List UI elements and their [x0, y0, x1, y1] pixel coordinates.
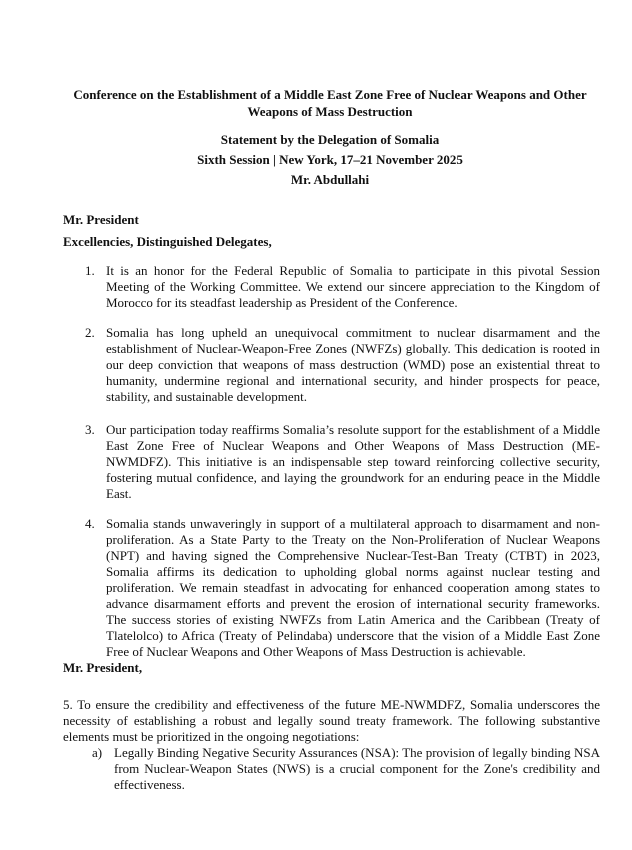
paragraph-number: 4.: [85, 516, 95, 531]
subitem-label: a): [92, 745, 103, 760]
statement-header: [60, 130, 600, 190]
numbered-paragraph: [85, 325, 600, 405]
salutation-president-2: Mr. President,: [63, 660, 143, 675]
document-title: Conference on the Establishment of a Middle East Zone Free of Nuclear Weapons and Other Weapons of Mass Destruction: [73, 87, 587, 119]
subitem-text: Legally Binding Negative Security Assurances (NSA): The provision of legally binding NSA from Nuclear-Weapon States (NWS) is a crucial component for the Zone's credibility and effectiveness.: [114, 745, 600, 792]
numbered-paragraph: [85, 422, 600, 502]
numbered-paragraph: [85, 516, 600, 660]
salutation-delegates: Excellencies, Distinguished Delegates,: [63, 234, 272, 249]
salutation-president: Mr. President: [63, 212, 139, 227]
paragraph-number: 3.: [85, 422, 95, 437]
speaker-name: Mr. Abdullahi: [290, 172, 370, 187]
paragraph-text: Somalia stands unwaveringly in support of a multilateral approach to disarmament and non-proliferation. As a State Party to the Treaty on the Non-Proliferation of Nuclear Weapons (NPT) and having signed the Comprehensive Nuclear-Test-Ban Treaty (CTBT) in 2023, Somalia affirms its dedication to upholding global norms against nuclear testing and proliferation. We remain steadfast in advocating for enhanced cooperation among states to advance disarmament efforts and prevent the erosion of international security frameworks. The success stories of existing NWFZs from Latin America and the Caribbean (Treaty of Tlatelolco) to Africa (Treaty of Pelindaba) underscore that the vision of a Middle East Zone Free of Nuclear Weapons and Other Weapons of Mass Destruction is achievable.: [106, 516, 600, 659]
paragraph-text: Somalia has long upheld an unequivocal commitment to nuclear disarmament and the establishment of Nuclear-Weapon-Free Zones (NWFZs) globally. This dedication is rooted in our deep conviction that weapons of mass destruction (WMD) pose an existential threat to humanity, undermine regional and international security, and hinder prospects for peace, stability, and sustainable development.: [106, 325, 600, 404]
paragraph-number: 2.: [85, 325, 95, 340]
numbered-paragraph: [85, 263, 600, 311]
paragraph-text: It is an honor for the Federal Republic of Somalia to participate in this pivotal Session Meeting of the Working Committee. We extend our sincere appreciation to the Kingdom of Morocco for its steadfast leadership as President of the Conference.: [106, 263, 600, 310]
paragraph-text: Our participation today reaffirms Somalia’s resolute support for the establishment of a Middle East Zone Free of Nuclear Weapons and Other Weapons of Mass Destruction (ME-NWMDFZ). This initiative is an indispensable step toward reinforcing collective security, fostering mutual confidence, and laying the groundwork for an enduring peace in the Middle East.: [106, 422, 600, 501]
paragraph-number: 1.: [85, 263, 95, 278]
lettered-subitem: [92, 745, 600, 793]
paragraph-5: 5. To ensure the credibility and effectiveness of the future ME-NWMDFZ, Somalia underscores the necessity of establishing a robust and legally sound treaty framework. The following substantive elements must be prioritized in the ongoing negotiations:: [63, 697, 600, 744]
statement-by: Statement by the Delegation of Somalia: [220, 132, 440, 147]
session-info: Sixth Session | New York, 17–21 November 2025: [197, 152, 463, 167]
